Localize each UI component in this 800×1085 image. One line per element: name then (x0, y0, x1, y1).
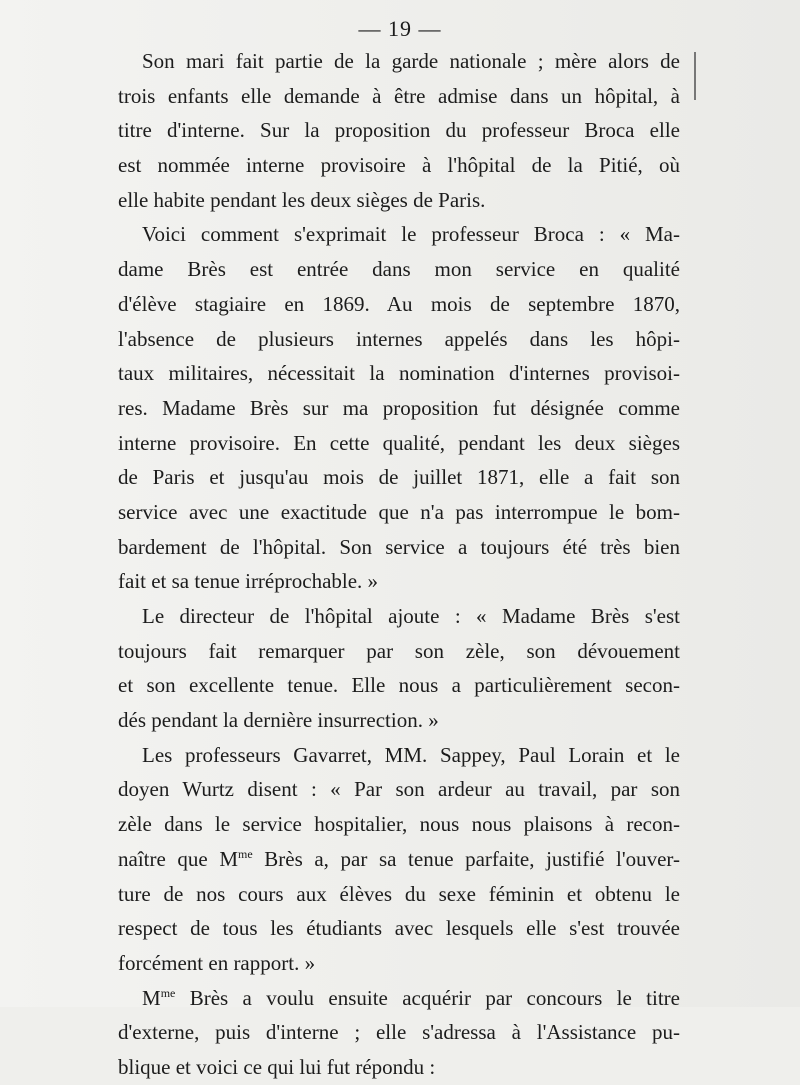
text-line: bardement de l'hôpital. Son service a toujours été très bien (118, 534, 680, 559)
text-line: et son excellente tenue. Elle nous a particulièrement secon- (118, 673, 680, 698)
text-line: elle habite pendant les deux sièges de Paris. (118, 187, 486, 212)
text-line: d'externe, puis d'interne ; elle s'adressa à l'Assistance pu- (118, 1020, 680, 1045)
text-line: dés pendant la dernière insurrection. » (118, 708, 439, 733)
text-line: zèle dans le service hospitalier, nous nous plaisons à recon- (118, 812, 680, 837)
line-segment: naître que M (118, 846, 238, 871)
line-segment: Brès a, par sa tenue parfaite, justifié l'ouver- (252, 846, 681, 871)
superscript-abbrev: me (238, 846, 253, 861)
text-line: doyen Wurtz disent : « Par son ardeur au travail, par son (118, 777, 680, 802)
line-segment: M (142, 985, 161, 1010)
text-line: trois enfants elle demande à être admise dans un hôpital, à (118, 83, 680, 108)
text-line: fait et sa tenue irréprochable. » (118, 569, 379, 594)
text-line: service avec une exactitude que n'a pas interrompue le bom- (118, 499, 680, 524)
text-line (118, 981, 680, 1016)
text-line: Le directeur de l'hôpital ajoute : « Madame Brès s'est (142, 604, 680, 628)
text-line: Voici comment s'exprimait le professeur Broca : « Ma- (142, 222, 680, 247)
superscript-abbrev: me (160, 985, 176, 1000)
text-line: ture de nos cours aux élèves du sexe féminin et obtenu le (118, 881, 680, 906)
body-text (118, 44, 680, 1085)
text-line: de Paris et jusqu'au mois de juillet 1871, elle a fait son (118, 465, 680, 490)
text-line: taux militaires, nécessitait la nomination d'internes provisoi- (118, 361, 680, 386)
text-line: forcément en rapport. » (118, 950, 316, 975)
text-line: toujours fait remarquer par son zèle, son dévouement (118, 638, 680, 663)
text-line: dame Brès est entrée dans mon service en qualité (118, 257, 680, 282)
text-line: titre d'interne. Sur la proposition du professeur Broca elle (118, 118, 680, 143)
margin-mark (694, 52, 696, 100)
text-line: respect de tous les étudiants avec lesquels elle s'est trouvée (118, 916, 680, 941)
line-segment: Brès a voulu ensuite acquérir par concours le titre (175, 985, 680, 1010)
text-line: est nommée interne provisoire à l'hôpital de la Pitié, où (118, 153, 680, 178)
text-line: blique et voici ce qui lui fut répondu : (118, 1054, 436, 1079)
text-line: Les professeurs Gavarret, MM. Sappey, Paul Lorain et le (142, 742, 680, 767)
page-number: — 19 — (358, 16, 442, 41)
text-line: l'absence de plusieurs internes appelés dans les hôpi- (118, 326, 680, 351)
text-line: d'élève stagiaire en 1869. Au mois de septembre 1870, (118, 291, 680, 316)
text-line: res. Madame Brès sur ma proposition fut désignée comme (118, 395, 680, 420)
text-line: interne provisoire. En cette qualité, pendant les deux sièges (118, 430, 680, 455)
text-line (118, 842, 680, 877)
text-line: Son mari fait partie de la garde nationale ; mère alors de (142, 49, 680, 73)
